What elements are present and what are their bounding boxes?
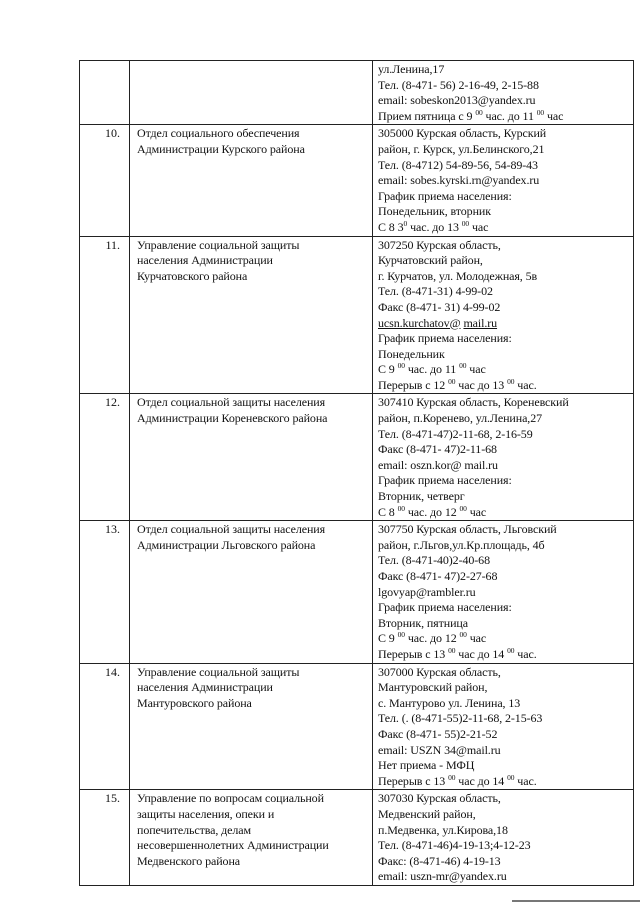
- time-superscript: 00: [461, 218, 470, 228]
- contact-info-line: [378, 791, 633, 807]
- organization-name-line: Управление социальной защиты: [137, 664, 300, 679]
- text-segment: час. до 11: [404, 362, 460, 377]
- text-segment: 307000 Курская область,: [378, 664, 501, 679]
- organization-name-cell: [130, 61, 373, 124]
- text-segment: email: sobes.kyrski.rn@yandex.ru: [378, 173, 540, 188]
- contact-info-line: [378, 647, 633, 663]
- organization-name-line: Управление по вопросам социальной: [137, 791, 324, 806]
- contact-info-line: [378, 569, 633, 585]
- text-segment: email: oszn.kor@ mail.ru: [378, 457, 498, 472]
- text-segment: lgovyap@rambler.ru: [378, 584, 476, 599]
- table-row: [80, 664, 633, 791]
- text-segment: Курчатовский район,: [378, 253, 483, 268]
- organization-name-line: Администрации Кореневского района: [137, 411, 328, 426]
- text-segment: час: [469, 219, 489, 234]
- table-row: [80, 790, 633, 886]
- text-segment: ул.Ленина,17: [378, 62, 445, 76]
- text-segment: Медвенский район,: [378, 806, 476, 821]
- contact-info-line: [378, 189, 633, 205]
- organization-name-line: Отдел социального обеспечения: [137, 126, 300, 141]
- text-segment: График приема населения:: [378, 600, 512, 615]
- contact-info-line: [378, 665, 633, 681]
- text-segment: п.Медвенка, ул.Кирова,18: [378, 822, 508, 837]
- contact-info-line: [378, 411, 633, 427]
- contact-info-line: [378, 489, 633, 505]
- organization-name-cell: [130, 125, 373, 235]
- contact-info-line: [378, 158, 633, 174]
- text-segment: email: USZN 34@mail.ru: [378, 742, 501, 757]
- organization-name-line: Отдел социальной защиты населения: [137, 522, 326, 537]
- contact-info-line: [378, 442, 633, 458]
- contact-info-line: [378, 458, 633, 474]
- time-superscript: 00: [459, 361, 467, 371]
- contact-info-line: [378, 600, 633, 616]
- contact-info-cell: [373, 790, 633, 885]
- text-segment: час. до 12: [404, 504, 460, 519]
- contact-info-line: [378, 173, 633, 189]
- contact-info-line: [378, 395, 633, 411]
- contact-info-line: [378, 758, 633, 774]
- contact-info-line: [378, 473, 633, 489]
- text-segment: Мантуровский район,: [378, 680, 488, 695]
- text-segment: График приема населения:: [378, 473, 512, 488]
- contact-info-line: [378, 538, 633, 554]
- text-segment: район, г.Льгов,ул.Кр.площадь, 4б: [378, 537, 545, 552]
- organization-name-line: Медвенского района: [137, 853, 240, 868]
- contact-info-line: [378, 680, 633, 696]
- contact-info-line: [378, 743, 633, 759]
- time-superscript: 00: [448, 645, 456, 655]
- organization-name-cell: [130, 664, 373, 790]
- text-segment: Факс (8-471- 47)2-11-68: [378, 442, 497, 457]
- text-segment: email: uszn-mr@yandex.ru: [378, 869, 507, 884]
- row-number: [80, 61, 120, 62]
- text-segment: Факс: (8-471-46) 4-19-13: [378, 853, 501, 868]
- text-segment: С 9: [378, 631, 398, 646]
- contact-info-cell: [373, 521, 633, 662]
- text-segment: email: sobeskon2013@yandex.ru: [378, 93, 536, 108]
- contact-info-line: [378, 427, 633, 443]
- contact-info-line: [378, 126, 633, 142]
- text-segment: Понедельник: [378, 346, 445, 361]
- organization-name-line: населения Администрации: [137, 253, 273, 268]
- contact-info-line: [378, 220, 633, 236]
- text-segment: час: [544, 108, 564, 123]
- contact-info-line: [378, 109, 633, 125]
- organization-name-line: Управление социальной защиты: [137, 237, 300, 252]
- contact-info-line: [378, 362, 633, 378]
- text-segment: Понедельник, вторник: [378, 204, 491, 219]
- time-superscript: 00: [507, 772, 515, 782]
- text-segment: час до 13: [455, 377, 508, 392]
- contact-info-line: [378, 204, 633, 220]
- text-segment: График приема населения:: [378, 331, 512, 346]
- text-segment: Факс (8-471- 47)2-27-68: [378, 569, 498, 583]
- text-segment: район, г. Курск, ул.Белинского,21: [378, 141, 545, 156]
- contact-info-line: [378, 142, 633, 158]
- text-segment: 307750 Курская область, Льговский: [378, 522, 557, 537]
- row-number-cell: [80, 125, 130, 235]
- text-segment: С 9: [378, 362, 398, 377]
- table-row: [80, 237, 633, 395]
- contact-info-line: [378, 553, 633, 569]
- text-segment: час.: [514, 646, 537, 661]
- organization-name-cell: [130, 521, 373, 662]
- organization-name-line: несовершеннолетних Администрации: [137, 838, 329, 853]
- text-segment: Вторник, пятница: [378, 615, 468, 630]
- text-segment: С 8: [378, 504, 398, 519]
- contact-info-line: [378, 378, 633, 394]
- contact-info-line: [378, 78, 633, 94]
- text-segment: Тел. (8-471-31) 4-99-02: [378, 284, 493, 299]
- contact-info-line: [378, 93, 633, 109]
- text-segment: Вторник, четверг: [378, 489, 465, 504]
- contact-info-line: [378, 823, 633, 839]
- contact-info-line: [378, 727, 633, 743]
- time-superscript: 00: [507, 376, 515, 386]
- table-row: [80, 521, 633, 663]
- email-link-text: mail.ru: [463, 315, 498, 330]
- row-number: 13.: [105, 522, 120, 537]
- text-segment: Прием пятница с 9: [378, 108, 476, 123]
- time-superscript: 00: [536, 107, 545, 117]
- row-number: 14.: [105, 664, 120, 679]
- organization-name-cell: [130, 790, 373, 885]
- text-segment: 307030 Курская область,: [378, 791, 501, 806]
- text-segment: Тел. (. (8-471-55)2-11-68, 2-15-63: [378, 711, 543, 726]
- text-segment: 307410 Курская область, Кореневский: [378, 395, 569, 410]
- organization-name-line: населения Администрации: [137, 680, 273, 695]
- row-number-cell: [80, 61, 130, 124]
- text-segment: 305000 Курская область, Курский: [378, 126, 547, 141]
- contact-info-line: [378, 505, 633, 521]
- time-superscript: 00: [397, 630, 405, 640]
- text-segment: График приема населения:: [378, 188, 512, 203]
- text-segment: час. до 11: [482, 108, 537, 123]
- contact-info-line: [378, 331, 633, 347]
- organization-name-cell: [130, 237, 373, 394]
- contact-info-line: [378, 631, 633, 647]
- text-segment: Перерыв с 13: [378, 646, 449, 661]
- time-superscript: 00: [397, 361, 405, 371]
- text-segment: час.: [514, 377, 537, 392]
- contact-info-line: [378, 807, 633, 823]
- contact-info-line: [378, 869, 633, 885]
- text-segment: Перерыв с 13: [378, 773, 449, 788]
- organization-name-line: защиты населения, опеки и: [137, 806, 275, 821]
- text-segment: Факс (8-471- 55)2-21-52: [378, 726, 498, 741]
- organization-name-line: Отдел социальной защиты населения: [137, 395, 326, 410]
- text-segment: час: [466, 504, 487, 519]
- organization-name-line: Администрации Курского района: [137, 141, 305, 156]
- text-segment: час до 14: [455, 646, 508, 661]
- text-segment: час: [466, 631, 487, 646]
- organization-name-line: Мантуровского района: [137, 695, 252, 710]
- time-superscript: 00: [507, 645, 515, 655]
- text-segment: район, п.Коренево, ул.Ленина,27: [378, 411, 542, 426]
- email-link-text: ucsn.kurchatov@: [378, 315, 461, 330]
- text-segment: Тел. (8-471-47)2-11-68, 2-16-59: [378, 426, 533, 441]
- table-row: [80, 125, 633, 236]
- row-number: 10.: [105, 126, 120, 141]
- contact-info-cell: [373, 664, 633, 790]
- row-number: 15.: [105, 791, 120, 806]
- time-superscript: 00: [448, 772, 456, 782]
- contact-info-line: [378, 585, 633, 601]
- text-segment: Тел. (8-471- 56) 2-16-49, 2-15-88: [378, 77, 539, 92]
- time-superscript: 00: [459, 503, 467, 513]
- contact-info-line: [378, 347, 633, 363]
- text-segment: г. Курчатов, ул. Молодежная, 5в: [378, 268, 538, 283]
- contact-info-line: [378, 838, 633, 854]
- contact-info-line: [378, 854, 633, 870]
- contact-info-line: [378, 522, 633, 538]
- contact-info-cell: [373, 61, 633, 124]
- text-segment: час до 14: [455, 773, 508, 788]
- contact-info-line: [378, 284, 633, 300]
- text-segment: час. до 12: [404, 631, 460, 646]
- organization-name-cell: [130, 394, 373, 520]
- contact-info-cell: [373, 237, 633, 394]
- text-segment: С 8 3: [378, 219, 404, 234]
- text-segment: Нет приема - МФЦ: [378, 758, 475, 773]
- contact-info-line: [378, 62, 633, 78]
- organization-name-line: Администрации Льговского района: [137, 537, 316, 552]
- time-superscript: 00: [397, 503, 405, 513]
- text-segment: Перерыв с 12: [378, 377, 449, 392]
- time-superscript: 00: [448, 376, 456, 386]
- contact-info-line: [378, 238, 633, 254]
- contact-info-line: [378, 711, 633, 727]
- organization-name-line: попечительства, делам: [137, 822, 252, 837]
- text-segment: Факс (8-471- 31) 4-99-02: [378, 299, 501, 314]
- contact-info-cell: [373, 394, 633, 520]
- text-segment: 307250 Курская область,: [378, 237, 501, 252]
- text-segment: час.: [514, 773, 537, 788]
- row-number: 12.: [105, 395, 120, 410]
- contact-info-line: [378, 696, 633, 712]
- row-number-cell: [80, 394, 130, 520]
- time-superscript: 00: [475, 107, 483, 117]
- time-superscript: 0: [403, 218, 408, 228]
- row-number-cell: [80, 521, 130, 662]
- contact-info-line: [378, 616, 633, 632]
- organization-name-line: Курчатовского района: [137, 268, 248, 283]
- contact-info-line: [378, 253, 633, 269]
- text-segment: час: [466, 362, 486, 377]
- text-segment: Тел. (8-471-40)2-40-68: [378, 553, 490, 568]
- contact-info-line: [378, 269, 633, 285]
- contact-info-cell: [373, 125, 633, 235]
- contact-info-line: [378, 300, 633, 316]
- text-segment: с. Мантурово ул. Ленина, 13: [378, 695, 521, 710]
- row-number-cell: [80, 237, 130, 394]
- text-segment: час. до 13: [407, 219, 462, 234]
- scan-artifact-line: [512, 900, 640, 902]
- offices-table: [79, 60, 634, 886]
- contact-info-line: [378, 774, 633, 790]
- text-segment: Тел. (8-471-46)4-19-13;4-12-23: [378, 838, 531, 853]
- table-row: [80, 61, 633, 125]
- time-superscript: 00: [459, 630, 467, 640]
- row-number-cell: [80, 790, 130, 885]
- row-number-cell: [80, 664, 130, 790]
- row-number: 11.: [105, 237, 120, 252]
- table-row: [80, 394, 633, 521]
- text-segment: Тел. (8-4712) 54-89-56, 54-89-43: [378, 157, 538, 172]
- contact-info-line: [378, 316, 633, 332]
